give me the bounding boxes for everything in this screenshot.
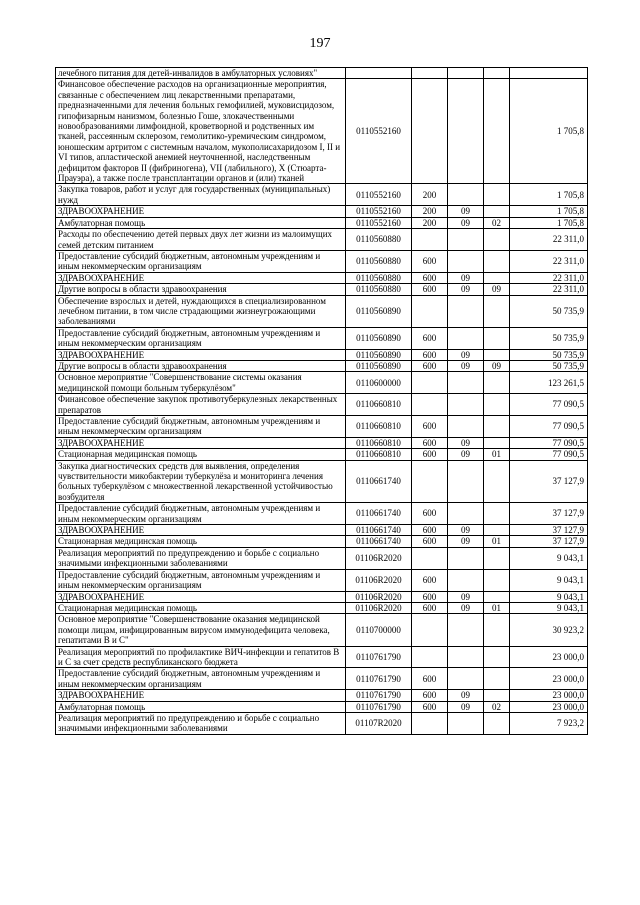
row-section-cell	[448, 614, 484, 646]
row-sum-cell: 22 311,0	[510, 284, 588, 295]
row-name-cell: Другие вопросы в области здравоохранения	[56, 360, 346, 371]
table-row	[56, 503, 588, 525]
row-code-cell: 0110560880	[346, 250, 412, 272]
row-name-cell: Финансовое обеспечение закупок противотуберкулезных лекарственных препаратов	[56, 394, 346, 416]
row-sum-cell: 37 127,9	[510, 460, 588, 503]
row-code-cell: 0110661740	[346, 503, 412, 525]
row-expense-type-cell: 600	[412, 272, 448, 283]
row-subsection-cell	[484, 437, 510, 448]
row-expense-type-cell: 600	[412, 525, 448, 536]
row-subsection-cell	[484, 79, 510, 184]
row-code-cell: 0110660810	[346, 449, 412, 460]
row-name-cell: Реализация мероприятий по предупреждению и борьбе с социально значимыми инфекционными заболеваниями	[56, 547, 346, 569]
table-row	[56, 372, 588, 394]
row-code-cell: 01106R2020	[346, 569, 412, 591]
table-row	[56, 536, 588, 547]
row-code-cell: 0110600000	[346, 372, 412, 394]
row-name-cell: Стационарная медицинская помощь	[56, 602, 346, 613]
row-name-cell: ЗДРАВООХРАНЕНИЕ	[56, 349, 346, 360]
row-name-cell: Основное мероприятие "Совершенствование системы оказания медицинской помощи больным туберкулёзом"	[56, 372, 346, 394]
table-row	[56, 327, 588, 349]
row-section-cell	[448, 327, 484, 349]
row-sum-cell: 37 127,9	[510, 525, 588, 536]
row-sum-cell	[510, 68, 588, 79]
row-code-cell: 0110761790	[346, 701, 412, 712]
row-sum-cell: 50 735,9	[510, 295, 588, 327]
row-code-cell: 0110552160	[346, 79, 412, 184]
row-code-cell: 0110661740	[346, 460, 412, 503]
row-expense-type-cell: 600	[412, 569, 448, 591]
budget-table	[55, 67, 588, 735]
table-row	[56, 272, 588, 283]
table-row	[56, 68, 588, 79]
row-sum-cell: 50 735,9	[510, 360, 588, 371]
row-expense-type-cell: 200	[412, 184, 448, 206]
row-name-cell: Расходы по обеспечению детей первых двух лет жизни из малоимущих семей детским питанием	[56, 229, 346, 251]
row-name-cell: Основное мероприятие "Совершенствование оказания медицинской помощи лицам, инфицированным вирусом иммунодефицита человека, гепатитами B и C"	[56, 614, 346, 646]
row-subsection-cell	[484, 503, 510, 525]
row-name-cell: Обеспечение взрослых и детей, нуждающихся в специализированном лечебном питании, в том числе страдающими жизнеугрожающими заболеваниями	[56, 295, 346, 327]
table-row	[56, 184, 588, 206]
row-name-cell: Предоставление субсидий бюджетным, автономным учреждениям и иным некоммерческим организациям	[56, 416, 346, 438]
table-row	[56, 690, 588, 701]
row-expense-type-cell	[412, 547, 448, 569]
row-section-cell	[448, 712, 484, 734]
row-name-cell: Предоставление субсидий бюджетным, автономным учреждениям и иным некоммерческим организациям	[56, 668, 346, 690]
row-section-cell: 09	[448, 272, 484, 283]
row-code-cell: 0110552160	[346, 217, 412, 228]
row-expense-type-cell	[412, 646, 448, 668]
row-name-cell: Предоставление субсидий бюджетным, автономным учреждениям и иным некоммерческим организациям	[56, 250, 346, 272]
row-subsection-cell	[484, 591, 510, 602]
row-section-cell	[448, 503, 484, 525]
row-code-cell	[346, 68, 412, 79]
row-expense-type-cell: 600	[412, 284, 448, 295]
row-section-cell: 09	[448, 284, 484, 295]
row-expense-type-cell: 200	[412, 217, 448, 228]
row-section-cell	[448, 569, 484, 591]
row-sum-cell: 23 000,0	[510, 668, 588, 690]
row-expense-type-cell: 600	[412, 690, 448, 701]
table-row	[56, 206, 588, 217]
row-section-cell: 09	[448, 602, 484, 613]
row-name-cell: ЗДРАВООХРАНЕНИЕ	[56, 591, 346, 602]
row-code-cell: 0110660810	[346, 437, 412, 448]
row-section-cell: 09	[448, 437, 484, 448]
row-sum-cell: 37 127,9	[510, 503, 588, 525]
table-row	[56, 349, 588, 360]
row-expense-type-cell: 600	[412, 250, 448, 272]
row-expense-type-cell	[412, 68, 448, 79]
row-section-cell: 09	[448, 591, 484, 602]
row-code-cell: 0110700000	[346, 614, 412, 646]
row-subsection-cell	[484, 272, 510, 283]
row-subsection-cell	[484, 668, 510, 690]
row-subsection-cell	[484, 460, 510, 503]
row-subsection-cell	[484, 349, 510, 360]
row-section-cell	[448, 460, 484, 503]
row-code-cell: 0110560890	[346, 295, 412, 327]
row-section-cell: 09	[448, 536, 484, 547]
row-section-cell	[448, 646, 484, 668]
row-sum-cell: 123 261,5	[510, 372, 588, 394]
row-name-cell: Стационарная медицинская помощь	[56, 449, 346, 460]
row-code-cell: 0110661740	[346, 525, 412, 536]
row-section-cell: 09	[448, 701, 484, 712]
row-subsection-cell	[484, 712, 510, 734]
row-code-cell: 0110560890	[346, 360, 412, 371]
row-sum-cell: 7 923,2	[510, 712, 588, 734]
row-section-cell	[448, 295, 484, 327]
table-row	[56, 646, 588, 668]
row-code-cell: 0110552160	[346, 206, 412, 217]
row-section-cell: 09	[448, 349, 484, 360]
row-expense-type-cell: 600	[412, 668, 448, 690]
row-section-cell	[448, 394, 484, 416]
row-name-cell: Амбулаторная помощь	[56, 701, 346, 712]
row-section-cell: 09	[448, 525, 484, 536]
row-code-cell: 01107R2020	[346, 712, 412, 734]
row-name-cell: Предоставление субсидий бюджетным, автономным учреждениям и иным некоммерческим организациям	[56, 503, 346, 525]
row-section-cell	[448, 229, 484, 251]
row-sum-cell: 23 000,0	[510, 690, 588, 701]
row-subsection-cell	[484, 646, 510, 668]
row-subsection-cell	[484, 372, 510, 394]
row-sum-cell: 30 923,2	[510, 614, 588, 646]
table-row	[56, 79, 588, 184]
row-expense-type-cell: 600	[412, 503, 448, 525]
table-row	[56, 701, 588, 712]
row-section-cell	[448, 184, 484, 206]
row-code-cell: 0110560880	[346, 229, 412, 251]
row-subsection-cell	[484, 229, 510, 251]
row-expense-type-cell: 600	[412, 416, 448, 438]
table-row	[56, 229, 588, 251]
row-section-cell	[448, 68, 484, 79]
row-subsection-cell	[484, 184, 510, 206]
row-sum-cell: 22 311,0	[510, 250, 588, 272]
table-row	[56, 416, 588, 438]
row-subsection-cell: 02	[484, 701, 510, 712]
row-sum-cell: 23 000,0	[510, 701, 588, 712]
row-expense-type-cell	[412, 229, 448, 251]
row-code-cell: 0110761790	[346, 668, 412, 690]
row-name-cell: Предоставление субсидий бюджетным, автономным учреждениям и иным некоммерческим организациям	[56, 327, 346, 349]
row-expense-type-cell	[412, 295, 448, 327]
table-row	[56, 602, 588, 613]
row-subsection-cell	[484, 525, 510, 536]
row-code-cell: 0110560890	[346, 349, 412, 360]
row-sum-cell: 37 127,9	[510, 536, 588, 547]
row-sum-cell: 1 705,8	[510, 217, 588, 228]
row-sum-cell: 9 043,1	[510, 569, 588, 591]
row-sum-cell: 9 043,1	[510, 602, 588, 613]
row-expense-type-cell	[412, 394, 448, 416]
page-number: 197	[309, 36, 331, 51]
row-name-cell: Финансовое обеспечение расходов на организационные мероприятия, связанные с обеспечением лиц лекарственными препаратами, предназначенными для лечения больных гемофилией, муковисцидозом, гипофизарным нанизмом, болезнью Гоше, злокачественными новообразованиями лимфоидной, кроветворной и родственных им тканей, рассеянным склерозом, гемолитико-уремическим синдромом, юношеским артритом с системным началом, мукополисахаридозом I, II и VI типов, апластической анемией неуточненной, наследственным дефицитом факторов II (фибриногена), VII (лабильного), X (Стюарта-Прауэра), а также после трансплантации органов и (или) тканей	[56, 79, 346, 184]
row-section-cell: 09	[448, 449, 484, 460]
row-name-cell: Реализация мероприятий по профилактике ВИЧ-инфекции и гепатитов B и C за счет средств республиканского бюджета	[56, 646, 346, 668]
row-sum-cell: 22 311,0	[510, 272, 588, 283]
row-sum-cell: 77 090,5	[510, 416, 588, 438]
row-name-cell: ЗДРАВООХРАНЕНИЕ	[56, 437, 346, 448]
table-row	[56, 250, 588, 272]
row-code-cell: 0110761790	[346, 690, 412, 701]
budget-table-body	[56, 68, 588, 735]
table-row	[56, 668, 588, 690]
row-expense-type-cell	[412, 79, 448, 184]
row-name-cell: Амбулаторная помощь	[56, 217, 346, 228]
row-expense-type-cell: 600	[412, 701, 448, 712]
row-section-cell: 09	[448, 690, 484, 701]
row-name-cell: лечебного питания для детей-инвалидов в амбулаторных условиях"	[56, 68, 346, 79]
table-row	[56, 569, 588, 591]
row-subsection-cell	[484, 547, 510, 569]
row-expense-type-cell	[412, 372, 448, 394]
row-sum-cell: 50 735,9	[510, 327, 588, 349]
row-subsection-cell: 09	[484, 284, 510, 295]
row-expense-type-cell	[412, 460, 448, 503]
row-subsection-cell	[484, 68, 510, 79]
table-row	[56, 284, 588, 295]
row-expense-type-cell: 600	[412, 591, 448, 602]
table-row	[56, 394, 588, 416]
row-sum-cell: 9 043,1	[510, 591, 588, 602]
row-section-cell	[448, 668, 484, 690]
row-code-cell: 0110660810	[346, 394, 412, 416]
row-name-cell: Предоставление субсидий бюджетным, автономным учреждениям и иным некоммерческим организациям	[56, 569, 346, 591]
row-name-cell: ЗДРАВООХРАНЕНИЕ	[56, 206, 346, 217]
row-expense-type-cell: 600	[412, 327, 448, 349]
row-subsection-cell	[484, 327, 510, 349]
row-code-cell: 01106R2020	[346, 547, 412, 569]
row-code-cell: 0110560880	[346, 284, 412, 295]
row-subsection-cell: 01	[484, 536, 510, 547]
row-subsection-cell	[484, 690, 510, 701]
table-row	[56, 460, 588, 503]
row-code-cell: 0110660810	[346, 416, 412, 438]
row-section-cell: 09	[448, 206, 484, 217]
row-subsection-cell	[484, 394, 510, 416]
row-sum-cell: 50 735,9	[510, 349, 588, 360]
row-subsection-cell: 01	[484, 602, 510, 613]
row-section-cell	[448, 250, 484, 272]
row-expense-type-cell: 200	[412, 206, 448, 217]
row-subsection-cell	[484, 416, 510, 438]
row-subsection-cell: 02	[484, 217, 510, 228]
row-code-cell: 0110661740	[346, 536, 412, 547]
row-section-cell	[448, 79, 484, 184]
row-sum-cell: 23 000,0	[510, 646, 588, 668]
table-row	[56, 591, 588, 602]
row-subsection-cell	[484, 295, 510, 327]
table-row	[56, 360, 588, 371]
row-sum-cell: 1 705,8	[510, 206, 588, 217]
table-row	[56, 449, 588, 460]
row-subsection-cell	[484, 206, 510, 217]
row-subsection-cell: 09	[484, 360, 510, 371]
row-expense-type-cell	[412, 614, 448, 646]
row-name-cell: Закупка товаров, работ и услуг для государственных (муниципальных) нужд	[56, 184, 346, 206]
row-code-cell: 01106R2020	[346, 591, 412, 602]
table-row	[56, 217, 588, 228]
row-code-cell: 0110552160	[346, 184, 412, 206]
row-section-cell: 09	[448, 360, 484, 371]
row-expense-type-cell: 600	[412, 349, 448, 360]
row-code-cell: 0110560880	[346, 272, 412, 283]
row-expense-type-cell: 600	[412, 437, 448, 448]
row-name-cell: Реализация мероприятий по предупреждению и борьбе с социально значимыми инфекционными заболеваниями	[56, 712, 346, 734]
table-row	[56, 712, 588, 734]
row-subsection-cell	[484, 614, 510, 646]
table-row	[56, 525, 588, 536]
row-expense-type-cell: 600	[412, 360, 448, 371]
row-subsection-cell	[484, 569, 510, 591]
row-sum-cell: 9 043,1	[510, 547, 588, 569]
row-sum-cell: 1 705,8	[510, 79, 588, 184]
row-expense-type-cell	[412, 712, 448, 734]
row-name-cell: ЗДРАВООХРАНЕНИЕ	[56, 272, 346, 283]
row-section-cell	[448, 416, 484, 438]
table-row	[56, 547, 588, 569]
row-name-cell: Стационарная медицинская помощь	[56, 536, 346, 547]
row-sum-cell: 77 090,5	[510, 437, 588, 448]
row-section-cell	[448, 372, 484, 394]
row-subsection-cell: 01	[484, 449, 510, 460]
table-row	[56, 614, 588, 646]
row-name-cell: ЗДРАВООХРАНЕНИЕ	[56, 690, 346, 701]
row-sum-cell: 77 090,5	[510, 449, 588, 460]
row-expense-type-cell: 600	[412, 536, 448, 547]
row-expense-type-cell: 600	[412, 449, 448, 460]
row-sum-cell: 77 090,5	[510, 394, 588, 416]
row-section-cell: 09	[448, 217, 484, 228]
row-section-cell	[448, 547, 484, 569]
row-code-cell: 0110560890	[346, 327, 412, 349]
row-name-cell: Другие вопросы в области здравоохранения	[56, 284, 346, 295]
table-row	[56, 295, 588, 327]
table-row	[56, 437, 588, 448]
row-name-cell: ЗДРАВООХРАНЕНИЕ	[56, 525, 346, 536]
row-expense-type-cell: 600	[412, 602, 448, 613]
row-sum-cell: 22 311,0	[510, 229, 588, 251]
row-code-cell: 01106R2020	[346, 602, 412, 613]
row-code-cell: 0110761790	[346, 646, 412, 668]
row-subsection-cell	[484, 250, 510, 272]
row-sum-cell: 1 705,8	[510, 184, 588, 206]
row-name-cell: Закупка диагностических средств для выявления, определения чувствительности микобактерии туберкулёза и мониторинга лечения больных туберкулёзом с множественной лекарственной устойчивостью возбудителя	[56, 460, 346, 503]
